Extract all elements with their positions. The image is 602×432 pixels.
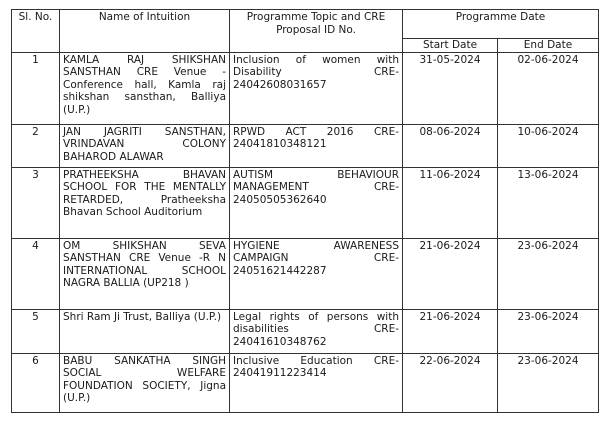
table-row (12, 238, 599, 309)
row-programme-topic: Inclusive Education CRE-24041911223414 (230, 353, 403, 412)
header-row (12, 10, 599, 39)
row-institution-name: JAN JAGRITI SANSTHAN, VRINDAVAN COLONY BAHAROD ALAWAR (60, 124, 230, 167)
row-institution-name: PRATHEEKSHA BHAVAN SCHOOL FOR THE MENTALLY RETARDED, Pratheeksha Bhavan School Auditorium (60, 167, 230, 238)
row-sl-no: 3 (12, 167, 60, 238)
row-institution-name: OM SHIKSHAN SEVA SANSTHAN CRE Venue -R N INTERNATIONAL SCHOOL NAGRA BALLIA (UP218 ) (60, 238, 230, 309)
header-end-date: End Date (498, 39, 599, 53)
row-programme-topic: AUTISM BEHAVIOUR MANAGEMENT CRE-24050505362640 (230, 167, 403, 238)
row-start-date: 08-06-2024 (403, 124, 498, 167)
table-row (12, 124, 599, 167)
row-programme-topic: Inclusion of women with Disability CRE-24042608031657 (230, 52, 403, 124)
row-start-date: 31-05-2024 (403, 52, 498, 124)
row-sl-no: 1 (12, 52, 60, 124)
header-start-date: Start Date (403, 39, 498, 53)
row-sl-no: 2 (12, 124, 60, 167)
row-institution-name: Shri Ram Ji Trust, Balliya (U.P.) (60, 309, 230, 353)
row-end-date: 13-06-2024 (498, 167, 599, 238)
row-end-date: 23-06-2024 (498, 309, 599, 353)
table-row (12, 167, 599, 238)
table-row (12, 309, 599, 353)
row-end-date: 02-06-2024 (498, 52, 599, 124)
row-sl-no: 6 (12, 353, 60, 412)
row-start-date: 21-06-2024 (403, 309, 498, 353)
header-programme-date: Programme Date (403, 10, 599, 39)
row-sl-no: 4 (12, 238, 60, 309)
row-sl-no: 5 (12, 309, 60, 353)
row-end-date: 10-06-2024 (498, 124, 599, 167)
row-institution-name: KAMLA RAJ SHIKSHAN SANSTHAN CRE Venue -Conference hall, Kamla raj shikshan sansthan, Balliya (U.P.) (60, 52, 230, 124)
programme-table (11, 9, 599, 413)
row-institution-name: BABU SANKATHA SINGH SOCIAL WELFARE FOUNDATION SOCIETY, Jigna (U.P.) (60, 353, 230, 412)
row-programme-topic: HYGIENE AWARENESS CAMPAIGN CRE-24051621442287 (230, 238, 403, 309)
table-row (12, 353, 599, 412)
row-programme-topic: Legal rights of persons with disabilities CRE-24041610348762 (230, 309, 403, 353)
row-start-date: 21-06-2024 (403, 238, 498, 309)
row-start-date: 11-06-2024 (403, 167, 498, 238)
header-programme-topic: Programme Topic and CRE Proposal ID No. (230, 10, 403, 53)
row-end-date: 23-06-2024 (498, 353, 599, 412)
row-programme-topic: RPWD ACT 2016 CRE-24041810348121 (230, 124, 403, 167)
row-start-date: 22-06-2024 (403, 353, 498, 412)
header-sl-no: Sl. No. (12, 10, 60, 53)
table-row (12, 52, 599, 124)
header-name-of-intuition: Name of Intuition (60, 10, 230, 53)
row-end-date: 23-06-2024 (498, 238, 599, 309)
